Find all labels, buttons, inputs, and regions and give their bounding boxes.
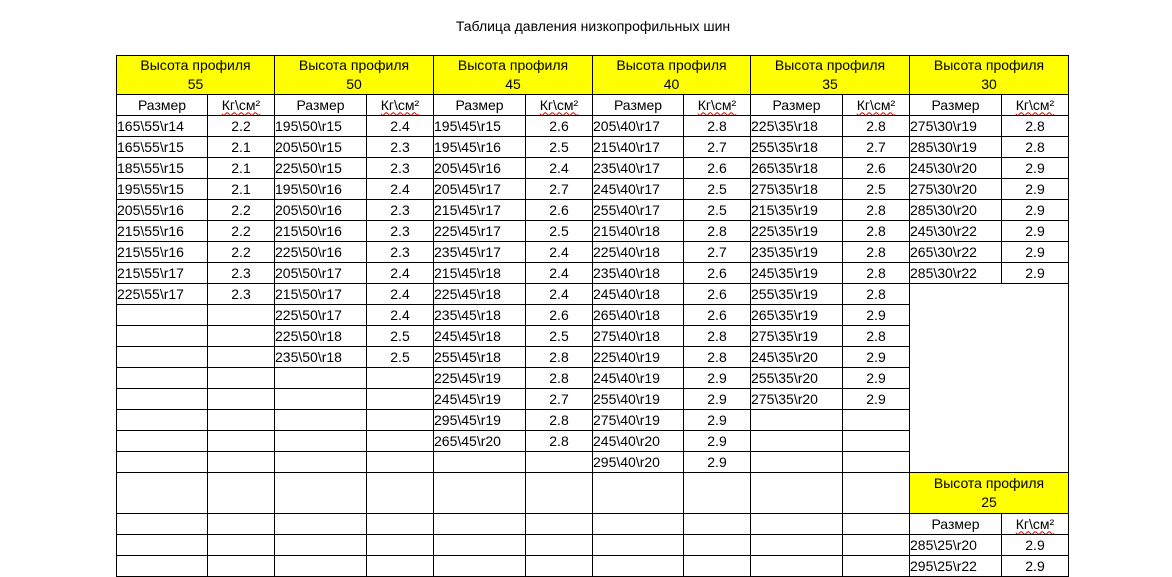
pressure-cell	[367, 410, 434, 431]
tire-size-cell	[751, 431, 843, 452]
tire-size-cell: 255\45\r18	[434, 347, 526, 368]
pressure-cell	[208, 452, 275, 473]
tire-size-cell: 235\40\r18	[593, 263, 684, 284]
tire-size-cell: 225\50\r16	[275, 242, 367, 263]
pressure-cell	[367, 556, 434, 577]
profile-header-value: 50	[346, 76, 362, 92]
tire-size-cell: 285\30\r20	[910, 200, 1002, 221]
pressure-cell: 2.6	[843, 158, 910, 179]
table-row	[117, 137, 1069, 158]
tire-size-cell: 275\40\r19	[593, 410, 684, 431]
tire-size-cell: 225\55\r17	[117, 284, 208, 305]
column-header-unit	[1002, 514, 1069, 535]
tire-size-cell: 205\40\r17	[593, 116, 684, 137]
pressure-cell	[367, 431, 434, 452]
profile-header-value: 25	[981, 494, 997, 510]
pressure-cell: 2.5	[684, 179, 751, 200]
pressure-cell: 2.6	[526, 200, 593, 221]
profile-header-label: Высота профиля	[298, 57, 410, 73]
tire-size-cell	[117, 389, 208, 410]
tire-size-cell: 245\40\r18	[593, 284, 684, 305]
tire-size-cell: 245\40\r17	[593, 179, 684, 200]
pressure-cell: 2.8	[684, 347, 751, 368]
tire-size-cell	[434, 452, 526, 473]
unit-label: Кг\см²	[380, 96, 420, 113]
tire-size-cell: 275\35\r20	[751, 389, 843, 410]
pressure-cell	[684, 556, 751, 577]
tire-size-cell	[593, 535, 684, 556]
profile-header-25	[910, 473, 1069, 514]
pressure-cell: 2.4	[367, 116, 434, 137]
tire-size-cell: 255\35\r20	[751, 368, 843, 389]
pressure-cell: 2.9	[843, 389, 910, 410]
tire-size-cell: 195\45\r15	[434, 116, 526, 137]
tire-size-cell: 245\45\r19	[434, 389, 526, 410]
tire-size-cell: 235\45\r17	[434, 242, 526, 263]
tire-size-cell	[275, 410, 367, 431]
pressure-cell: 2.4	[367, 305, 434, 326]
header-row	[117, 56, 1069, 95]
tire-size-cell: 165\55\r15	[117, 137, 208, 158]
tire-size-cell	[117, 305, 208, 326]
pressure-cell: 2.4	[526, 284, 593, 305]
tire-size-cell	[593, 473, 684, 514]
pressure-cell: 2.1	[208, 137, 275, 158]
tire-size-cell: 245\35\r20	[751, 347, 843, 368]
tire-size-cell: 225\45\r18	[434, 284, 526, 305]
pressure-cell: 2.8	[843, 284, 910, 305]
tire-size-cell: 245\35\r19	[751, 263, 843, 284]
tire-size-cell: 215\40\r17	[593, 137, 684, 158]
tire-size-cell: 275\35\r19	[751, 326, 843, 347]
pressure-cell: 2.9	[1002, 158, 1069, 179]
tire-size-cell: 225\50\r18	[275, 326, 367, 347]
pressure-cell	[843, 514, 910, 535]
tire-size-cell	[275, 535, 367, 556]
pressure-cell	[208, 556, 275, 577]
tire-size-cell: 235\35\r19	[751, 242, 843, 263]
pressure-cell	[843, 473, 910, 514]
tire-size-cell: 195\55\r15	[117, 179, 208, 200]
tire-size-cell: 205\45\r17	[434, 179, 526, 200]
tire-size-cell: 235\40\r17	[593, 158, 684, 179]
tire-size-cell	[275, 556, 367, 577]
tire-size-cell	[751, 410, 843, 431]
pressure-cell: 2.9	[684, 431, 751, 452]
unit-label: Кг\см²	[856, 96, 896, 113]
profile-header-label: Высота профиля	[457, 57, 569, 73]
table-row	[117, 242, 1069, 263]
tire-size-cell: 275\40\r18	[593, 326, 684, 347]
tire-size-cell: 295\45\r19	[434, 410, 526, 431]
tire-size-cell: 205\50\r17	[275, 263, 367, 284]
pressure-cell: 2.4	[526, 158, 593, 179]
pressure-cell	[208, 410, 275, 431]
tire-size-cell	[117, 368, 208, 389]
profile-header-label: Высота профиля	[140, 57, 251, 73]
pressure-cell: 2.1	[208, 179, 275, 200]
pressure-cell: 2.8	[1002, 116, 1069, 137]
pressure-cell: 2.8	[526, 347, 593, 368]
column-header-unit	[684, 95, 751, 116]
pressure-cell: 2.8	[843, 200, 910, 221]
tire-size-cell	[593, 556, 684, 577]
profile-header-label: Высота профиля	[933, 57, 1045, 73]
table-row	[117, 179, 1069, 200]
tire-size-cell: 265\30\r22	[910, 242, 1002, 263]
tire-size-cell	[434, 535, 526, 556]
pressure-cell: 2.2	[208, 200, 275, 221]
profile-header-label: Высота профиля	[616, 57, 727, 73]
page-title: Таблица давления низкопрофильных шин	[455, 18, 731, 34]
pressure-cell: 2.9	[1002, 200, 1069, 221]
tire-size-cell: 225\50\r17	[275, 305, 367, 326]
pressure-cell: 2.4	[367, 263, 434, 284]
pressure-cell: 2.7	[526, 389, 593, 410]
pressure-cell	[367, 368, 434, 389]
tire-size-cell	[275, 473, 367, 514]
pressure-cell: 2.2	[208, 242, 275, 263]
tire-size-cell	[751, 452, 843, 473]
tire-size-cell: 165\55\r14	[117, 116, 208, 137]
profile-header-value: 45	[505, 76, 521, 92]
tire-size-cell: 215\40\r18	[593, 221, 684, 242]
column-header-size: Размер	[910, 514, 1002, 535]
pressure-cell	[367, 389, 434, 410]
tire-size-cell	[117, 431, 208, 452]
tire-size-cell: 215\55\r16	[117, 221, 208, 242]
pressure-cell: 2.3	[367, 221, 434, 242]
profile-header-55	[117, 56, 275, 95]
pressure-cell: 2.2	[208, 116, 275, 137]
tire-size-cell: 225\35\r18	[751, 116, 843, 137]
pressure-cell: 2.9	[1002, 242, 1069, 263]
table-row	[117, 535, 1069, 556]
pressure-cell: 2.8	[843, 221, 910, 242]
pressure-cell	[208, 473, 275, 514]
tire-size-cell	[117, 452, 208, 473]
tire-size-cell	[434, 556, 526, 577]
tire-size-cell	[751, 535, 843, 556]
pressure-cell: 2.7	[843, 137, 910, 158]
pressure-cell: 2.5	[526, 221, 593, 242]
pressure-cell: 2.8	[526, 431, 593, 452]
empty-area	[910, 284, 1069, 473]
tire-size-cell: 195\50\r15	[275, 116, 367, 137]
tire-size-cell	[434, 514, 526, 535]
unit-label: Кг\см²	[697, 96, 737, 113]
pressure-cell: 2.5	[367, 326, 434, 347]
pressure-cell: 2.6	[684, 263, 751, 284]
tire-size-cell	[117, 326, 208, 347]
tire-size-cell: 285\30\r19	[910, 137, 1002, 158]
column-header-unit	[526, 95, 593, 116]
profile-header-35	[751, 56, 910, 95]
tire-size-cell: 245\30\r22	[910, 221, 1002, 242]
column-header-unit	[1002, 95, 1069, 116]
pressure-cell: 2.8	[526, 410, 593, 431]
pressure-cell	[843, 556, 910, 577]
tire-size-cell: 235\45\r18	[434, 305, 526, 326]
tire-size-cell: 245\30\r20	[910, 158, 1002, 179]
tire-size-cell: 245\40\r19	[593, 368, 684, 389]
column-header-size: Размер	[593, 95, 684, 116]
unit-label: Кг\см²	[221, 96, 261, 113]
tire-size-cell: 255\40\r19	[593, 389, 684, 410]
pressure-cell: 2.9	[1002, 221, 1069, 242]
table-row	[117, 284, 1069, 305]
tire-size-cell: 215\50\r17	[275, 284, 367, 305]
pressure-cell	[526, 473, 593, 514]
tire-size-cell	[751, 473, 843, 514]
tire-size-cell: 205\50\r15	[275, 137, 367, 158]
pressure-cell	[843, 410, 910, 431]
pressure-cell	[208, 431, 275, 452]
tire-size-cell: 195\50\r16	[275, 179, 367, 200]
table-row	[117, 221, 1069, 242]
tire-size-cell: 255\35\r19	[751, 284, 843, 305]
tire-size-cell: 215\55\r16	[117, 242, 208, 263]
table-row	[117, 158, 1069, 179]
pressure-cell	[208, 514, 275, 535]
unit-label: Кг\см²	[1015, 515, 1055, 532]
tire-size-cell: 225\45\r17	[434, 221, 526, 242]
pressure-cell: 2.8	[843, 263, 910, 284]
profile-header-value: 35	[822, 76, 838, 92]
column-header-size: Размер	[434, 95, 526, 116]
tire-size-cell	[593, 514, 684, 535]
table-row	[117, 200, 1069, 221]
pressure-cell: 2.6	[526, 305, 593, 326]
tire-size-cell	[275, 431, 367, 452]
tire-size-cell: 215\35\r19	[751, 200, 843, 221]
tire-size-cell: 225\45\r19	[434, 368, 526, 389]
pressure-cell: 2.6	[684, 158, 751, 179]
tire-size-cell	[117, 473, 208, 514]
table-row	[117, 514, 1069, 535]
column-header-size: Размер	[275, 95, 367, 116]
table-row	[117, 263, 1069, 284]
pressure-cell	[526, 452, 593, 473]
profile-header-50	[275, 56, 434, 95]
pressure-cell: 2.8	[526, 368, 593, 389]
pressure-cell	[208, 305, 275, 326]
profile-header-label: Высота профиля	[933, 475, 1045, 491]
tire-size-cell: 215\45\r18	[434, 263, 526, 284]
profile-header-45	[434, 56, 593, 95]
column-header-unit	[367, 95, 434, 116]
profile-header-label: Высота профиля	[774, 57, 886, 73]
tire-size-cell: 215\45\r17	[434, 200, 526, 221]
pressure-cell	[684, 514, 751, 535]
pressure-cell: 2.6	[684, 305, 751, 326]
pressure-cell: 2.9	[843, 368, 910, 389]
tire-size-cell: 265\35\r18	[751, 158, 843, 179]
tire-size-cell: 275\35\r18	[751, 179, 843, 200]
tire-size-cell: 265\40\r18	[593, 305, 684, 326]
tire-size-cell: 205\50\r16	[275, 200, 367, 221]
pressure-cell	[208, 368, 275, 389]
profile-header-value: 55	[187, 76, 204, 92]
pressure-cell	[367, 535, 434, 556]
tire-size-cell: 225\35\r19	[751, 221, 843, 242]
pressure-cell: 2.2	[208, 221, 275, 242]
tire-size-cell: 225\40\r19	[593, 347, 684, 368]
pressure-cell	[367, 473, 434, 514]
tire-size-cell: 215\55\r17	[117, 263, 208, 284]
profile-header-value: 30	[981, 76, 997, 92]
tire-size-cell: 295\40\r20	[593, 452, 684, 473]
tire-size-cell: 285\25\r20	[910, 535, 1002, 556]
profile-header-value: 40	[663, 76, 680, 92]
tire-size-cell: 275\30\r20	[910, 179, 1002, 200]
tire-size-cell: 225\40\r18	[593, 242, 684, 263]
tire-size-cell: 255\40\r17	[593, 200, 684, 221]
pressure-cell	[367, 452, 434, 473]
pressure-cell: 2.5	[367, 347, 434, 368]
tire-size-cell: 225\50\r15	[275, 158, 367, 179]
pressure-cell: 2.8	[843, 242, 910, 263]
pressure-cell: 2.7	[684, 242, 751, 263]
tire-size-cell: 265\45\r20	[434, 431, 526, 452]
tire-size-cell: 275\30\r19	[910, 116, 1002, 137]
pressure-cell: 2.1	[208, 158, 275, 179]
pressure-cell: 2.9	[1002, 535, 1069, 556]
pressure-cell	[843, 431, 910, 452]
tire-size-cell	[751, 556, 843, 577]
tire-size-cell	[275, 368, 367, 389]
pressure-cell: 2.9	[843, 305, 910, 326]
tire-size-cell	[751, 514, 843, 535]
table-row	[117, 116, 1069, 137]
tire-size-cell	[117, 556, 208, 577]
pressure-cell: 2.8	[684, 326, 751, 347]
pressure-cell	[526, 514, 593, 535]
pressure-cell	[208, 535, 275, 556]
pressure-cell: 2.5	[526, 137, 593, 158]
pressure-cell: 2.3	[208, 263, 275, 284]
tire-size-cell	[434, 473, 526, 514]
pressure-cell: 2.3	[367, 137, 434, 158]
subheader-row	[117, 95, 1069, 116]
tire-size-cell	[117, 410, 208, 431]
tire-size-cell: 265\35\r19	[751, 305, 843, 326]
pressure-cell	[208, 347, 275, 368]
pressure-cell: 2.9	[1002, 556, 1069, 577]
tire-size-cell: 255\35\r18	[751, 137, 843, 158]
pressure-cell	[526, 535, 593, 556]
pressure-cell: 2.9	[684, 410, 751, 431]
column-header-unit	[843, 95, 910, 116]
tire-size-cell	[117, 347, 208, 368]
tire-size-cell	[275, 514, 367, 535]
pressure-cell: 2.8	[843, 116, 910, 137]
pressure-cell: 2.9	[684, 452, 751, 473]
pressure-cell: 2.4	[367, 179, 434, 200]
pressure-cell: 2.5	[843, 179, 910, 200]
pressure-cell: 2.9	[684, 368, 751, 389]
pressure-cell	[843, 535, 910, 556]
table-row	[117, 556, 1069, 577]
pressure-cell: 2.8	[843, 326, 910, 347]
pressure-cell: 2.3	[367, 242, 434, 263]
table-row	[117, 473, 1069, 514]
pressure-cell: 2.7	[684, 137, 751, 158]
pressure-cell: 2.6	[684, 284, 751, 305]
pressure-cell: 2.8	[1002, 137, 1069, 158]
profile-header-40	[593, 56, 751, 95]
pressure-cell: 2.4	[526, 242, 593, 263]
pressure-cell: 2.3	[367, 158, 434, 179]
pressure-cell: 2.9	[1002, 263, 1069, 284]
tire-size-cell	[275, 389, 367, 410]
profile-header-30	[910, 56, 1069, 95]
pressure-cell	[208, 389, 275, 410]
tire-size-cell: 245\45\r18	[434, 326, 526, 347]
pressure-cell: 2.3	[367, 200, 434, 221]
tire-size-cell: 295\25\r22	[910, 556, 1002, 577]
pressure-cell: 2.9	[843, 347, 910, 368]
tire-size-cell: 285\30\r22	[910, 263, 1002, 284]
pressure-cell	[843, 452, 910, 473]
pressure-cell: 2.9	[1002, 179, 1069, 200]
column-header-size: Размер	[751, 95, 843, 116]
tire-size-cell: 205\55\r16	[117, 200, 208, 221]
pressure-cell	[684, 473, 751, 514]
pressure-cell: 2.7	[526, 179, 593, 200]
column-header-size: Размер	[910, 95, 1002, 116]
unit-label: Кг\см²	[1015, 96, 1055, 113]
pressure-cell: 2.3	[208, 284, 275, 305]
pressure-cell: 2.5	[526, 326, 593, 347]
tire-size-cell: 235\50\r18	[275, 347, 367, 368]
tire-size-cell	[275, 452, 367, 473]
pressure-cell: 2.4	[367, 284, 434, 305]
pressure-cell	[684, 535, 751, 556]
tire-size-cell: 245\40\r20	[593, 431, 684, 452]
pressure-cell: 2.8	[684, 221, 751, 242]
unit-label: Кг\см²	[539, 96, 579, 113]
tire-size-cell: 195\45\r16	[434, 137, 526, 158]
pressure-cell	[526, 556, 593, 577]
pressure-cell: 2.8	[684, 116, 751, 137]
pressure-cell	[208, 326, 275, 347]
pressure-cell	[367, 514, 434, 535]
tire-size-cell: 205\45\r16	[434, 158, 526, 179]
tire-size-cell: 215\50\r16	[275, 221, 367, 242]
column-header-size: Размер	[117, 95, 208, 116]
tire-size-cell	[117, 514, 208, 535]
column-header-unit	[208, 95, 275, 116]
tire-size-cell: 185\55\r15	[117, 158, 208, 179]
tire-size-cell	[117, 535, 208, 556]
tire-pressure-table	[116, 55, 1069, 577]
pressure-cell: 2.5	[684, 200, 751, 221]
pressure-cell: 2.4	[526, 263, 593, 284]
pressure-cell: 2.6	[526, 116, 593, 137]
pressure-cell: 2.9	[684, 389, 751, 410]
